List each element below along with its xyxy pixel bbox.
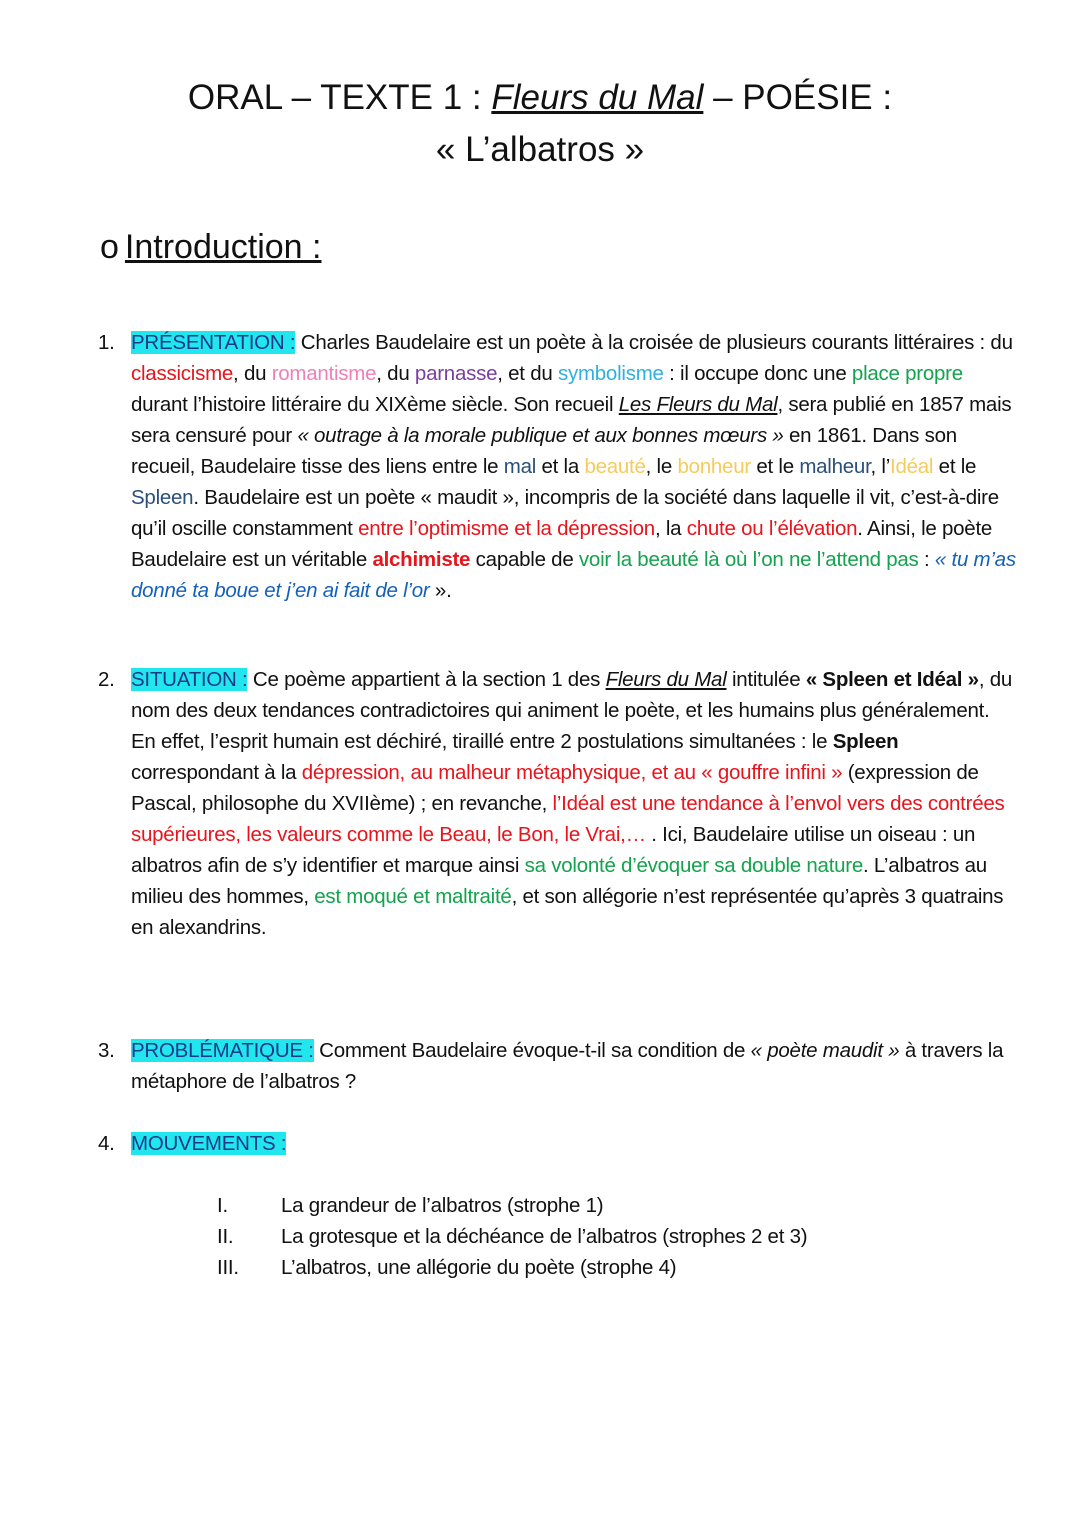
item-number: 4. (98, 1132, 115, 1155)
item-mouvements (98, 1128, 1018, 1159)
text-run: . Baudelaire est un poète « maudit », incompris de la société dans laquelle il vit, c’est-à-dire qu’il oscille constamment (131, 486, 999, 540)
item-number: 2. (98, 668, 115, 691)
text-run: Spleen (131, 486, 194, 509)
text-run: Spleen (832, 730, 899, 753)
item-label: MOUVEMENTS : (131, 1132, 287, 1155)
text-run: Ce poème appartient à la section 1 des (247, 668, 606, 691)
text-run: correspondant à la (131, 761, 302, 784)
title-genre: – POÉSIE : (703, 78, 893, 117)
text-run: , et son allégorie n’est représentée qu’après 3 quatrains en alexandrins. (131, 885, 1004, 939)
text-run: « tu m’as donné ta boue et j’en ai fait de l’or (131, 548, 1016, 602)
text-run: « poète maudit » (750, 1039, 900, 1062)
movement-number: II. (217, 1225, 234, 1248)
text-run: place propre (851, 362, 963, 385)
text-run: parnasse (414, 362, 498, 385)
text-run: , l’ (870, 455, 891, 478)
text-run: capable de (470, 548, 579, 571)
text-run: , du nom des deux tendances contradictoires qui animent le poète, et les humains plus généralement. En effet, l’esprit humain est déchiré, tiraillé entre 2 postulations simultanées : le (131, 668, 1013, 753)
section-heading (100, 228, 321, 267)
movement-number: I. (217, 1194, 228, 1217)
text-run: : il occupe donc une (663, 362, 852, 385)
item-number: 1. (98, 331, 115, 354)
item-label: SITUATION : (131, 668, 248, 691)
text-run: et le (750, 455, 800, 478)
text-run: alchimiste (372, 548, 471, 571)
text-run: est moqué et maltraité (314, 885, 512, 908)
text-run: « outrage à la morale publique et aux bonnes mœurs » (297, 424, 784, 447)
text-run: , sera publié en 1857 mais sera censuré pour (131, 393, 1012, 447)
text-run: . L’albatros au milieu des hommes, (131, 854, 987, 908)
text-run: intitulée (726, 668, 806, 691)
text-run: sa volonté d’évoquer sa double nature (524, 854, 864, 877)
movement-1 (217, 1190, 603, 1221)
title-prefix: ORAL – TEXTE 1 : (187, 78, 492, 117)
item-presentation (98, 327, 1018, 606)
text-run: bonheur (677, 455, 751, 478)
bullet-icon: o (100, 228, 119, 266)
text-run: . Ainsi, le poète Baudelaire est un véritable (131, 517, 993, 571)
text-run: Les Fleurs du Mal (618, 393, 778, 416)
text-run: , du (233, 362, 272, 385)
text-run: l’Idéal est une tendance à l’envol vers des contrées supérieures, les valeurs comme le Beau, le Bon, le Vrai,… (131, 792, 1005, 846)
text-run: ». (429, 579, 452, 602)
text-run: entre l’optimisme et la dépression (358, 517, 655, 540)
text-run: , le (645, 455, 678, 478)
text-run: (expression de Pascal, philosophe du XVIIème) ; en revanche, (131, 761, 979, 815)
movement-number: III. (217, 1256, 239, 1279)
text-run: et le (933, 455, 977, 478)
text-run: classicisme (131, 362, 234, 385)
item-label: PROBLÉMATIQUE : (131, 1039, 314, 1062)
text-run: , du (376, 362, 415, 385)
text-run: beauté (584, 455, 646, 478)
text-run: symbolisme (557, 362, 664, 385)
text-run: Comment Baudelaire évoque-t-il sa condition de (313, 1039, 751, 1062)
item-label: PRÉSENTATION : (131, 331, 296, 354)
item-text (131, 664, 1018, 943)
movement-text: L’albatros, une allégorie du poète (strophe 4) (281, 1256, 677, 1279)
text-run: . Ici, Baudelaire utilise un oiseau : un albatros afin de s’y identifier et marque ainsi (131, 823, 976, 877)
text-run: dépression, au malheur métaphysique, et au « gouffre infini » (301, 761, 843, 784)
item-text (131, 1035, 1018, 1097)
document-title (0, 72, 1080, 176)
movement-3 (217, 1252, 676, 1283)
item-number: 3. (98, 1039, 115, 1062)
text-run: durant l’histoire littéraire du XIXème siècle. Son recueil (131, 393, 619, 416)
title-work: Fleurs du Mal (491, 78, 704, 117)
text-run: mal (503, 455, 537, 478)
text-run: romantisme (271, 362, 377, 385)
movement-text: La grotesque et la déchéance de l’albatros (strophes 2 et 3) (281, 1225, 808, 1248)
text-run: : (918, 548, 935, 571)
text-run: , et du (497, 362, 558, 385)
text-run: Idéal (890, 455, 934, 478)
text-run: « Spleen et Idéal » (805, 668, 979, 691)
text-run: Charles Baudelaire est un poète à la croisée de plusieurs courants littéraires : du (295, 331, 1013, 354)
item-situation (98, 664, 1018, 943)
movement-text: La grandeur de l’albatros (strophe 1) (281, 1194, 604, 1217)
text-run: chute ou l’élévation (686, 517, 858, 540)
text-run: , la (654, 517, 687, 540)
text-run: et la (536, 455, 585, 478)
text-run: voir la beauté là où l’on ne l’attend pas (578, 548, 919, 571)
movement-2 (217, 1221, 807, 1252)
text-run: à travers la métaphore de l’albatros ? (131, 1039, 1004, 1093)
title-poem: « L’albatros » (435, 130, 645, 169)
text-run: Fleurs du Mal (605, 668, 727, 691)
item-text (131, 1128, 1018, 1159)
text-run: malheur (799, 455, 871, 478)
item-text (131, 327, 1018, 606)
section-heading-label: Introduction : (124, 228, 322, 266)
text-run: en 1861. Dans son recueil, Baudelaire tisse des liens entre le (131, 424, 957, 478)
item-problematique (98, 1035, 1018, 1097)
